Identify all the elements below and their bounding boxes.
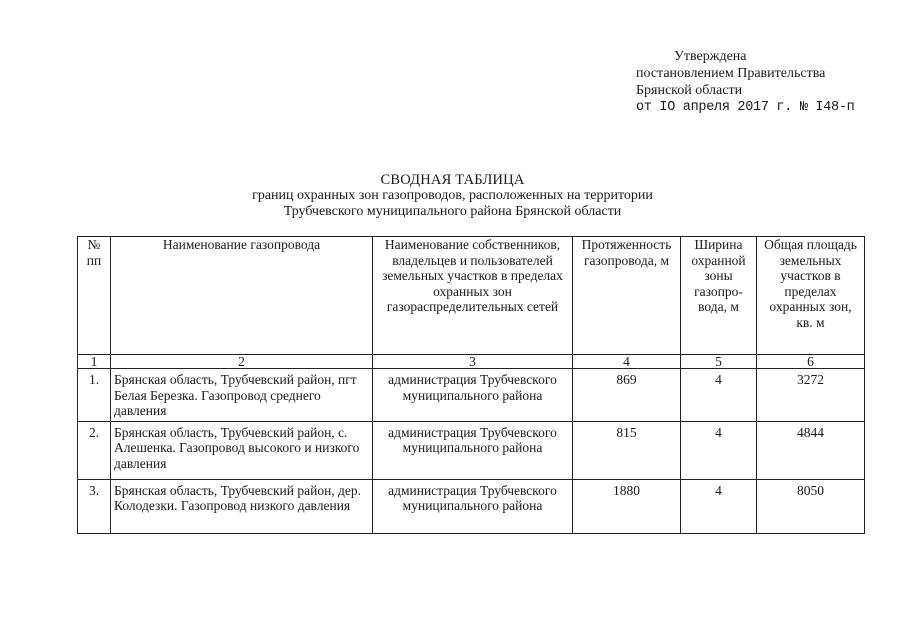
row-num: 2. (78, 421, 111, 479)
column-number: 5 (681, 355, 757, 369)
table-row (78, 421, 865, 479)
row-pipeline-name: Брянская область, Трубчевский район, с. Алешенка. Газопровод высокого и низкого давления (111, 421, 373, 479)
approval-line-1: Утверждена (674, 49, 747, 64)
header-zone-width: Ширина охранной зоны газопро-вода, м (681, 237, 757, 355)
header-area: Общая площадь земельных участков в пределах охранных зон, кв. м (757, 237, 865, 355)
table-row (78, 369, 865, 422)
row-zone-width: 4 (681, 421, 757, 479)
approval-line-2: постановлением Правительства (636, 66, 826, 81)
header-pipeline-name: Наименование газопровода (111, 237, 373, 355)
column-numbers-row (78, 355, 865, 369)
header-length: Протяженность газопровода, м (573, 237, 681, 355)
column-number: 4 (573, 355, 681, 369)
row-area: 8050 (757, 479, 865, 533)
row-area: 4844 (757, 421, 865, 479)
row-zone-width: 4 (681, 369, 757, 422)
column-number: 1 (78, 355, 111, 369)
column-number: 2 (111, 355, 373, 369)
table-row (78, 479, 865, 533)
document-title (0, 172, 905, 220)
table-header-row (78, 237, 865, 355)
pipelines-table (77, 236, 865, 534)
row-length: 869 (573, 369, 681, 422)
title-heading: СВОДНАЯ ТАБЛИЦА (380, 172, 525, 188)
title-line-2: границ охранных зон газопроводов, расположенных на территории (252, 188, 653, 203)
row-area: 3272 (757, 369, 865, 422)
row-zone-width: 4 (681, 479, 757, 533)
row-owner: администрация Трубчевского муниципального района (373, 479, 573, 533)
title-line-3: Трубчевского муниципального района Брянской области (283, 204, 622, 219)
row-length: 1880 (573, 479, 681, 533)
column-number: 3 (373, 355, 573, 369)
row-pipeline-name: Брянская область, Трубчевский район, пгт Белая Березка. Газопровод среднего давления (111, 369, 373, 422)
header-owners: Наименование собственников, владельцев и пользователей земельных участков в пределах охранных зон газораспределительных сетей (373, 237, 573, 355)
row-owner: администрация Трубчевского муниципального района (373, 369, 573, 422)
row-num: 3. (78, 479, 111, 533)
row-pipeline-name: Брянская область, Трубчевский район, дер. Колодезки. Газопровод низкого давления (111, 479, 373, 533)
row-length: 815 (573, 421, 681, 479)
row-owner: администрация Трубчевского муниципального района (373, 421, 573, 479)
approval-stamp (636, 48, 854, 116)
column-number: 6 (757, 355, 865, 369)
approval-line-4: от IO апреля 2017 г. № I48-п (636, 100, 855, 115)
header-num: № пп (78, 237, 111, 355)
row-num: 1. (78, 369, 111, 422)
approval-line-3: Брянской области (636, 83, 743, 98)
